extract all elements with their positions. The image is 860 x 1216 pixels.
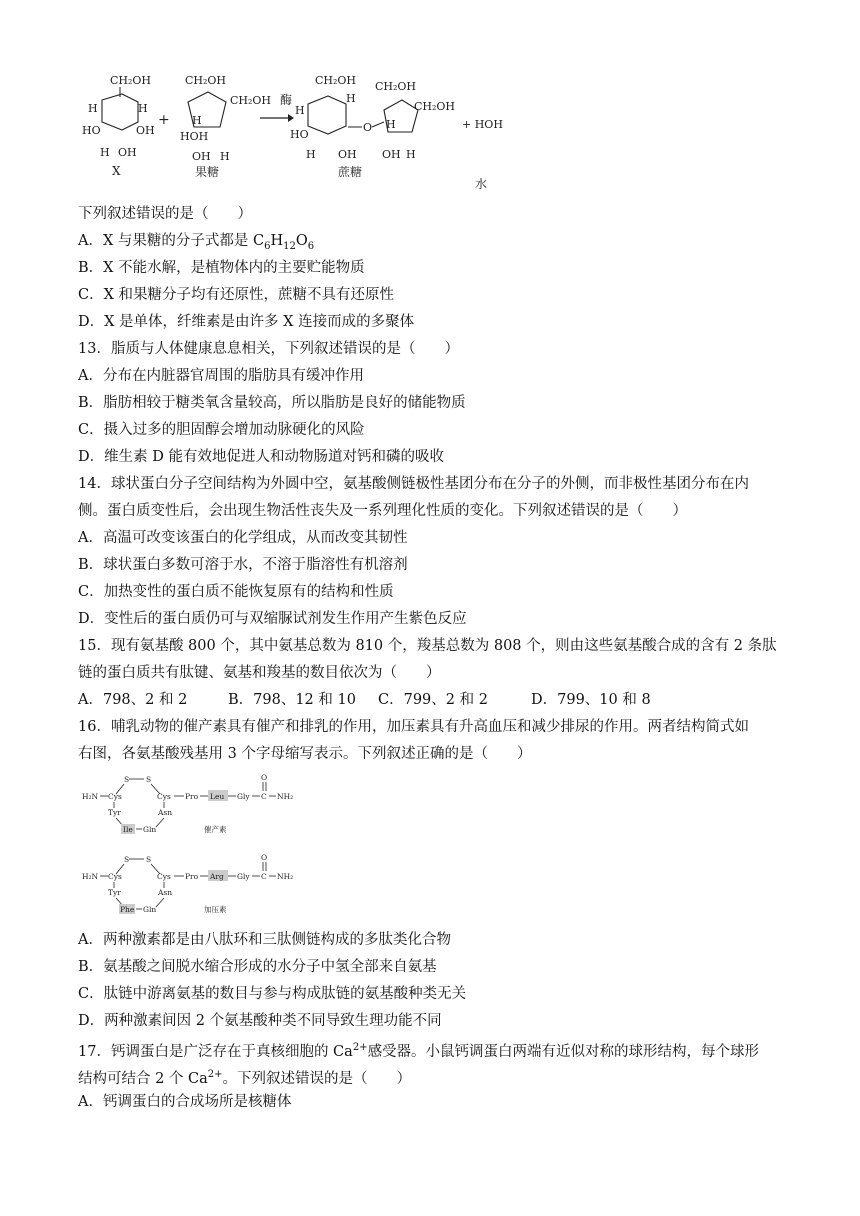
q13-option-b: B．脂肪相较于糖类氧含量较高，所以脂肪是良好的储能物质 (78, 395, 466, 411)
s2: S (146, 775, 152, 784)
ring-variable-residue: Ile (123, 825, 133, 834)
cys1: Cys (108, 792, 122, 801)
asn: Asn (158, 808, 173, 817)
q17-option-a: A．钙调蛋白的合成场所是核糖体 (78, 1094, 292, 1110)
x-h2: H (138, 102, 148, 115)
hormone-name: 催产素 (204, 825, 227, 834)
sucrose-ch2oh-3: CH₂OH (414, 100, 456, 113)
enzyme-label: 酶 (280, 93, 293, 107)
sucrose-h3: H (306, 148, 316, 161)
q12-option-d: D．X 是单体，纤维素是由许多 X 连接而成的多聚体 (78, 314, 415, 330)
q17-stem-line1 (78, 1038, 759, 1062)
carbon: C (261, 792, 267, 801)
x-ch2oh: CH₂OH (110, 74, 152, 87)
q17-stem-line2 (78, 1065, 411, 1089)
h2n: H₂N (82, 872, 99, 881)
fructose-h2: H (220, 150, 230, 163)
q15-stem-line2: 链的蛋白质共有肽键、氨基和羧基的数目依次为（ ） (78, 665, 441, 681)
s1: S (124, 855, 130, 864)
pro: Pro (185, 872, 199, 881)
q15-option-d: D．799、10 和 8 (531, 692, 651, 708)
q13-option-a: A．分布在内脏器官周围的脂肪具有缓冲作用 (78, 368, 364, 384)
nh2: NH₂ (277, 872, 294, 881)
q16-stem-line1: 16．哺乳动物的催产素具有催产和排乳的作用，加压素具有升高血压和减少排尿的作用。两者结构简式如 (78, 719, 749, 735)
q15-stem-line1: 15．现有氨基酸 800 个，其中氨基总数为 810 个，羧基总数为 808 个，则由这些氨基酸合成的含有 2 条肽 (78, 638, 777, 654)
x-oh1: OH (136, 124, 155, 137)
formula-o-subscript: 6 (307, 240, 315, 252)
x-ho: HO (82, 124, 101, 137)
hormone-name: 加压素 (204, 905, 227, 914)
asn: Asn (158, 888, 173, 897)
cys2: Cys (157, 792, 171, 801)
sucrose-ho: HO (290, 128, 309, 141)
h2n: H₂N (82, 792, 99, 801)
fructose-label: 果糖 (195, 165, 220, 179)
x-h1: H (88, 102, 98, 115)
ion-charge-2: 2+ (207, 1069, 223, 1080)
sucrose-ohh: OH (382, 148, 401, 161)
fructose-ch2oh-top: CH₂OH (185, 74, 227, 87)
gly: Gly (237, 872, 250, 881)
q13-option-c: C．摄入过多的胆固醇会增加动脉硬化的风险 (78, 422, 365, 438)
x-oh2: OH (118, 146, 137, 159)
plus-hoh: + HOH (462, 118, 503, 131)
q13-stem: 13．脂质与人体健康息息相关，下列叙述错误的是（ ） (78, 341, 459, 357)
sucrose-h5: H (406, 148, 416, 161)
sucrose-ch2oh-2: CH₂OH (375, 80, 417, 93)
cys1: Cys (108, 872, 122, 881)
sucrose-label: 蔗糖 (338, 165, 363, 179)
q17-stem-part2: 感受器。小鼠钙调蛋白两端有近似对称的球形结构，每个球形 (367, 1043, 760, 1060)
oxygen: O (261, 853, 268, 862)
q14-option-d: D．变性后的蛋白质仍可与双缩脲试剂发生作用产生紫色反应 (78, 611, 467, 627)
sucrose-h4: H (386, 118, 396, 131)
sucrose-h1: H (295, 104, 305, 117)
q16-option-c: C．肽链中游离氨基的数目与参与构成肽链的氨基酸种类无关 (78, 986, 467, 1002)
q16-stem-line2: 右图，各氨基酸残基用 3 个字母缩写表示。下列叙述正确的是（ ） (78, 746, 532, 762)
water-label: 水 (475, 177, 488, 191)
tyr: Tyr (108, 808, 121, 817)
q15-option-a: A．798、2 和 2 (78, 692, 188, 708)
pro: Pro (185, 792, 199, 801)
q12-option-a-text: A．X 与果糖的分子式都是 C (78, 233, 265, 249)
q14-stem-line2: 侧。蛋白质变性后，会出现生物活性丧失及一系列理化性质的变化。下列叙述错误的是（ ） (78, 503, 687, 519)
variable-residue: Leu (210, 792, 225, 801)
variable-residue: Arg (210, 872, 224, 881)
s2: S (146, 855, 152, 864)
fructose-hoh: HOH (180, 130, 209, 143)
svg-text:+: + (158, 112, 170, 128)
formula-h-subscript: 12 (283, 240, 296, 252)
q15-option-b: B．798、12 和 10 (228, 692, 356, 708)
q17-stem-part3: 结构可结合 2 个 Ca (78, 1070, 208, 1087)
q16-option-d: D．两种激素间因 2 个氨基酸种类不同导致生理功能不同 (78, 1013, 442, 1029)
x-h3: H (100, 146, 110, 159)
ion-charge-1: 2+ (352, 1042, 368, 1053)
sucrose-reaction-figure (80, 72, 520, 194)
q17-stem-part4: 。下列叙述错误的是（ ） (222, 1070, 412, 1087)
gln: Gln (143, 905, 157, 914)
q12-option-b: B．X 不能水解，是植物体内的主要贮能物质 (78, 260, 365, 276)
ring-variable-residue: Phe (120, 905, 135, 914)
fructose-ch2oh-right: CH₂OH (230, 94, 272, 107)
carbon: C (261, 872, 267, 881)
sucrose-oh: OH (338, 148, 357, 161)
tyr: Tyr (108, 888, 121, 897)
oxytocin-structure-figure (80, 772, 300, 842)
q17-stem-part1: 17．钙调蛋白是广泛存在于真核细胞的 Ca (78, 1043, 353, 1060)
q14-option-b: B．球状蛋白多数可溶于水，不溶于脂溶性有机溶剂 (78, 557, 408, 573)
formula-c-subscript: 6 (264, 240, 271, 252)
nh2: NH₂ (277, 792, 294, 801)
vasopressin-structure-figure (80, 852, 300, 922)
x-label: X (112, 164, 121, 178)
q13-option-d: D．维生素 D 能有效地促进人和动物肠道对钙和磷的吸收 (78, 449, 444, 465)
fructose-oh: OH (192, 150, 211, 163)
sucrose-o: O (363, 121, 373, 134)
sucrose-h2: H (346, 92, 356, 105)
q16-option-a: A．两种激素都是由八肽环和三肽侧链构成的多肽类化合物 (78, 932, 451, 948)
gln: Gln (143, 825, 157, 834)
q14-option-a: A．高温可改变该蛋白的化学组成，从而改变其韧性 (78, 530, 408, 546)
oxygen: O (261, 773, 268, 782)
q12-stem: 下列叙述错误的是（ ） (78, 206, 252, 222)
q12-option-a: A．X 与果糖的分子式都是 $C_6H_{12}O_6$ (78, 233, 315, 252)
s1: S (124, 775, 130, 784)
q14-stem-line1: 14．球状蛋白分子空间结构为外圆中空，氨基酸侧链极性基团分布在分子的外侧，而非极性基团分布在内 (78, 476, 749, 492)
q12-option-c: C．X 和果糖分子均有还原性，蔗糖不具有还原性 (78, 287, 395, 303)
gly: Gly (237, 792, 250, 801)
q15-option-c: C．799、2 和 2 (378, 692, 488, 708)
sucrose-ch2oh-1: CH₂OH (315, 74, 357, 87)
cys2: Cys (157, 872, 171, 881)
fructose-h: H (192, 114, 202, 127)
q16-option-b: B．氨基酸之间脱水缩合形成的水分子中氢全部来自氨基 (78, 959, 437, 975)
q14-option-c: C．加热变性的蛋白质不能恢复原有的结构和性质 (78, 584, 394, 600)
